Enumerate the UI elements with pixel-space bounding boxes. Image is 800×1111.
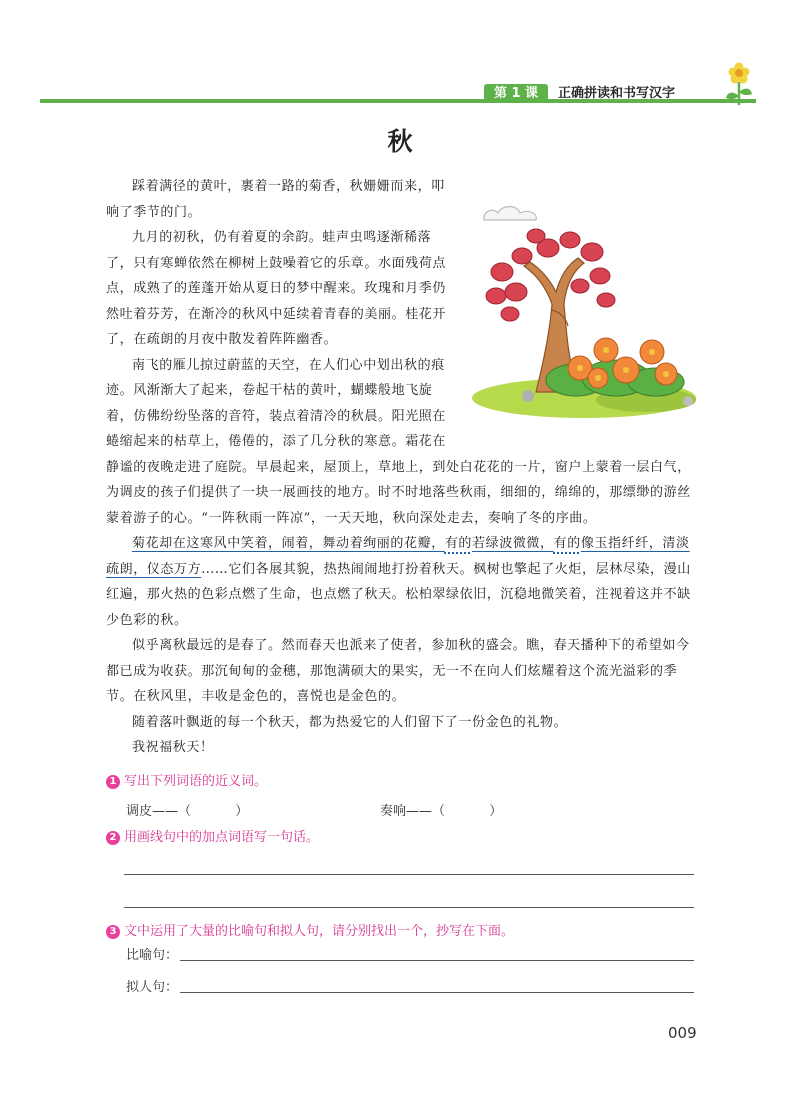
- lesson-title: 正确拼读和书写汉字: [558, 86, 676, 101]
- underlined-sentence-part-3: 像玉指纤纤，清淡疏朗，仪态万方: [106, 536, 690, 577]
- page-header: [40, 62, 756, 112]
- paragraph-2: 九月的初秋，仍有着夏的余韵。蛙声虫鸣逐渐稀落了，只有寒蝉依然在柳树上鼓噪着它的乐章。水面残荷点点，成熟了的莲蓬开始从夏日的梦中醒来。玫瑰和月季仍然吐着芬芳，在渐冷的秋风中延续着青春的美丽。桂花开了，在疏朗的月夜中散发着阵阵幽香。: [106, 230, 447, 347]
- synonym-item-2: [380, 800, 502, 819]
- synonym-close-1: ）: [235, 804, 249, 819]
- paragraph-5: 似乎离秋最远的是春了。然而春天也派来了使者，参加秋的盛会。瞧，春天播种下的希望如今都已成为收获。那沉甸甸的金穗，那饱满硕大的果实，无一不在向人们炫耀着这个流光溢彩的季节。在秋风里，丰收是金色的，喜悦也是金色的。: [106, 638, 690, 704]
- paragraph-4: [106, 531, 696, 633]
- metaphor-label: 比喻句：: [126, 948, 179, 963]
- question-1: [106, 770, 267, 789]
- question-2-text: 用画线句中的加点词语写一句话。: [124, 830, 320, 845]
- question-3: [106, 920, 514, 939]
- question-2: [106, 826, 319, 845]
- question-number-2: 2: [106, 831, 120, 845]
- underlined-sentence-part-1: 菊花却在这寒风中笑着，闹着，舞动着绚丽的花瓣，: [132, 536, 445, 551]
- article-title: 秋: [387, 127, 413, 156]
- underlined-sentence-part-2: 若绿波微微，: [472, 536, 554, 551]
- question-1-text: 写出下列词语的近义词。: [124, 774, 268, 789]
- page-number: 009: [668, 1024, 697, 1042]
- answer-line-metaphor[interactable]: [180, 960, 694, 961]
- dotted-word-2: 有的: [553, 536, 581, 551]
- question-number-3: 3: [106, 925, 120, 939]
- paragraph-3: 南飞的雁儿掠过蔚蓝的天空，在人们心中划出秋的痕迹。风渐渐大了起来，卷起干枯的黄叶，蝴蝶般地飞旋着，仿佛纷纷坠落的音符，装点着清冷的秋晨。阳光照在蜷缩起来的枯草上，倦倦的，添了几分秋的寒意。霜花在静谧的夜晚走进了庭院。早晨起来，屋顶上，草地上，到处白花花的一片，窗户上蒙着一层白气，为调皮的孩子们提供了一块一展画技的地方。时不时地落些秋雨，细细的，绵绵的，那缥缈的游丝蒙着游子的心。“一阵秋雨一阵凉”，一天天地，秋向深处走去，奏响了冬的序曲。: [106, 357, 691, 526]
- lesson-badge: 第 1 课: [484, 84, 548, 103]
- article-body: [106, 174, 696, 761]
- answer-line-q2-2[interactable]: [124, 907, 694, 908]
- answer-line-personification[interactable]: [180, 992, 694, 993]
- dotted-word-1: 有的: [444, 536, 473, 551]
- personification-label: 拟人句：: [126, 980, 179, 995]
- synonym-word-1: 调皮——（: [126, 804, 192, 819]
- synonym-close-2: ）: [489, 804, 503, 819]
- flower-icon: [724, 62, 754, 106]
- paragraph-1: 踩着满径的黄叶，裹着一路的菊香，秋姗姗而来，叩响了季节的门。: [106, 179, 445, 220]
- synonym-word-2: 奏响——（: [380, 804, 446, 819]
- paragraph-6: 随着落叶飘逝的每一个秋天，都为热爱它的人们留下了一份金色的礼物。: [132, 714, 568, 730]
- paragraph-4-rest: ……它们各展其貌，热热闹闹地打扮着秋天。枫树也擎起了火炬，层林尽染，漫山红遍，那火热的色彩点燃了生命，也点燃了秋天。松柏翠绿依旧，沉稳地微笑着，注视着这并不缺少色彩的秋。: [106, 561, 691, 628]
- question-number-1: 1: [106, 775, 120, 789]
- answer-line-q2-1[interactable]: [124, 874, 694, 875]
- question-3-text: 文中运用了大量的比喻句和拟人句，请分别找出一个，抄写在下面。: [124, 924, 515, 939]
- synonym-item-1: [126, 800, 248, 819]
- paragraph-7: 我祝福秋天！: [132, 740, 214, 755]
